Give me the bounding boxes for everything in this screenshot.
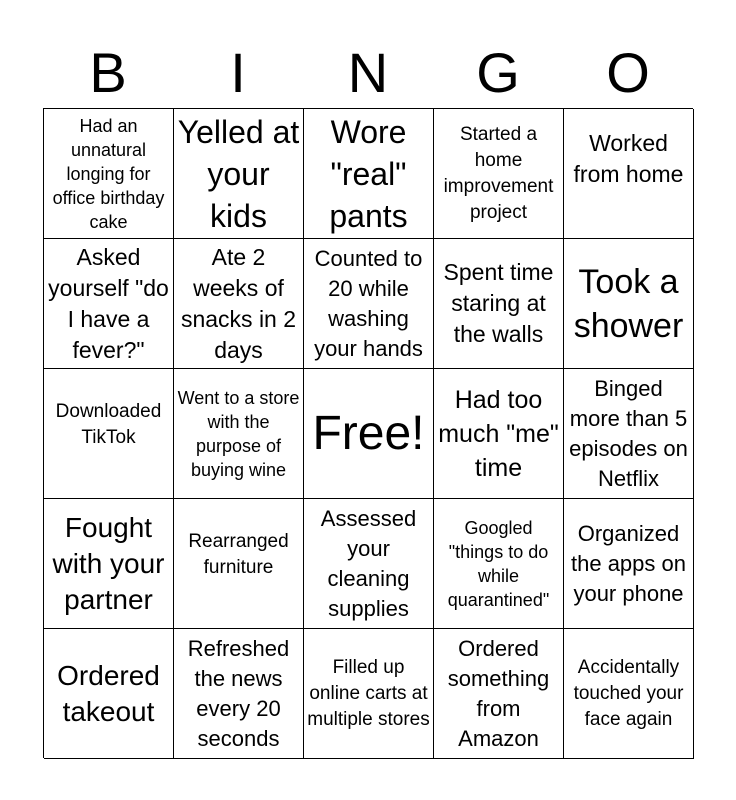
bingo-cell-r3c2[interactable]: [174, 369, 304, 499]
bingo-header: [43, 40, 693, 106]
free-space-text: Free!: [312, 406, 425, 460]
cell-text: Organized the apps on your phone: [571, 520, 686, 606]
cell-text: Spent time staring at the walls: [443, 259, 554, 347]
bingo-cell-r4c1[interactable]: [44, 499, 174, 629]
bingo-cell-r4c4[interactable]: [434, 499, 564, 629]
header-letter-b: B: [89, 41, 127, 104]
bingo-cell-r4c2[interactable]: [174, 499, 304, 629]
cell-text: Rearranged furniture: [188, 530, 289, 578]
header-letter-n: N: [347, 41, 389, 104]
bingo-cell-r1c3[interactable]: [304, 109, 434, 239]
cell-text: Ate 2 weeks of snacks in 2 days: [180, 243, 297, 363]
cell-text: Assessed your cleaning supplies: [320, 505, 417, 621]
bingo-card-grid: [43, 108, 693, 758]
cell-text: Had an unnatural longing for office birthday cake: [52, 115, 165, 232]
header-letter-i: I: [230, 41, 246, 104]
cell-text: Wore "real" pants: [329, 113, 408, 234]
cell-text: Ordered something from Amazon: [447, 635, 550, 751]
bingo-cell-r2c3[interactable]: [304, 239, 434, 369]
cell-text: Worked from home: [573, 129, 684, 187]
cell-text: Went to a store with the purpose of buying wine: [177, 387, 300, 480]
header-letter-g: G: [476, 41, 520, 104]
bingo-cell-r1c5[interactable]: [564, 109, 694, 239]
bingo-cell-r3c5[interactable]: [564, 369, 694, 499]
cell-text: Fought with your partner: [52, 511, 165, 615]
cell-text: Took a shower: [573, 262, 684, 345]
bingo-cell-r2c1[interactable]: [44, 239, 174, 369]
cell-text: Filled up online carts at multiple stores: [307, 656, 430, 730]
bingo-cell-r5c2[interactable]: [174, 629, 304, 759]
bingo-cell-r5c3[interactable]: [304, 629, 434, 759]
cell-text: Refreshed the news every 20 seconds: [187, 635, 290, 751]
cell-text: Started a home improvement project: [443, 123, 554, 223]
cell-text: Had too much "me" time: [438, 385, 559, 482]
bingo-cell-r1c2[interactable]: [174, 109, 304, 239]
bingo-cell-r4c5[interactable]: [564, 499, 694, 629]
bingo-cell-r5c4[interactable]: [434, 629, 564, 759]
bingo-cell-r2c5[interactable]: [564, 239, 694, 369]
bingo-cell-r5c1[interactable]: [44, 629, 174, 759]
bingo-cell-r3c1[interactable]: [44, 369, 174, 499]
cell-text: Binged more than 5 episodes on Netflix: [569, 375, 688, 491]
cell-text: Asked yourself "do I have a fever?": [48, 243, 169, 363]
bingo-cell-r1c4[interactable]: [434, 109, 564, 239]
bingo-cell-r1c1[interactable]: [44, 109, 174, 239]
cell-text: Accidentally touched your face again: [573, 656, 684, 730]
bingo-cell-r5c5[interactable]: [564, 629, 694, 759]
bingo-cell-r3c4[interactable]: [434, 369, 564, 499]
cell-text: Ordered takeout: [57, 659, 160, 727]
bingo-cell-r2c4[interactable]: [434, 239, 564, 369]
bingo-cell-r2c2[interactable]: [174, 239, 304, 369]
cell-text: Googled "things to do while quarantined": [447, 517, 550, 610]
cell-text: Counted to 20 while washing your hands: [314, 245, 423, 361]
cell-text: Yelled at your kids: [177, 113, 300, 234]
header-letter-o: O: [606, 41, 650, 104]
bingo-cell-r3c3 free-space[interactable]: [304, 369, 434, 499]
cell-text: Downloaded TikTok: [55, 400, 162, 448]
bingo-cell-r4c3[interactable]: [304, 499, 434, 629]
